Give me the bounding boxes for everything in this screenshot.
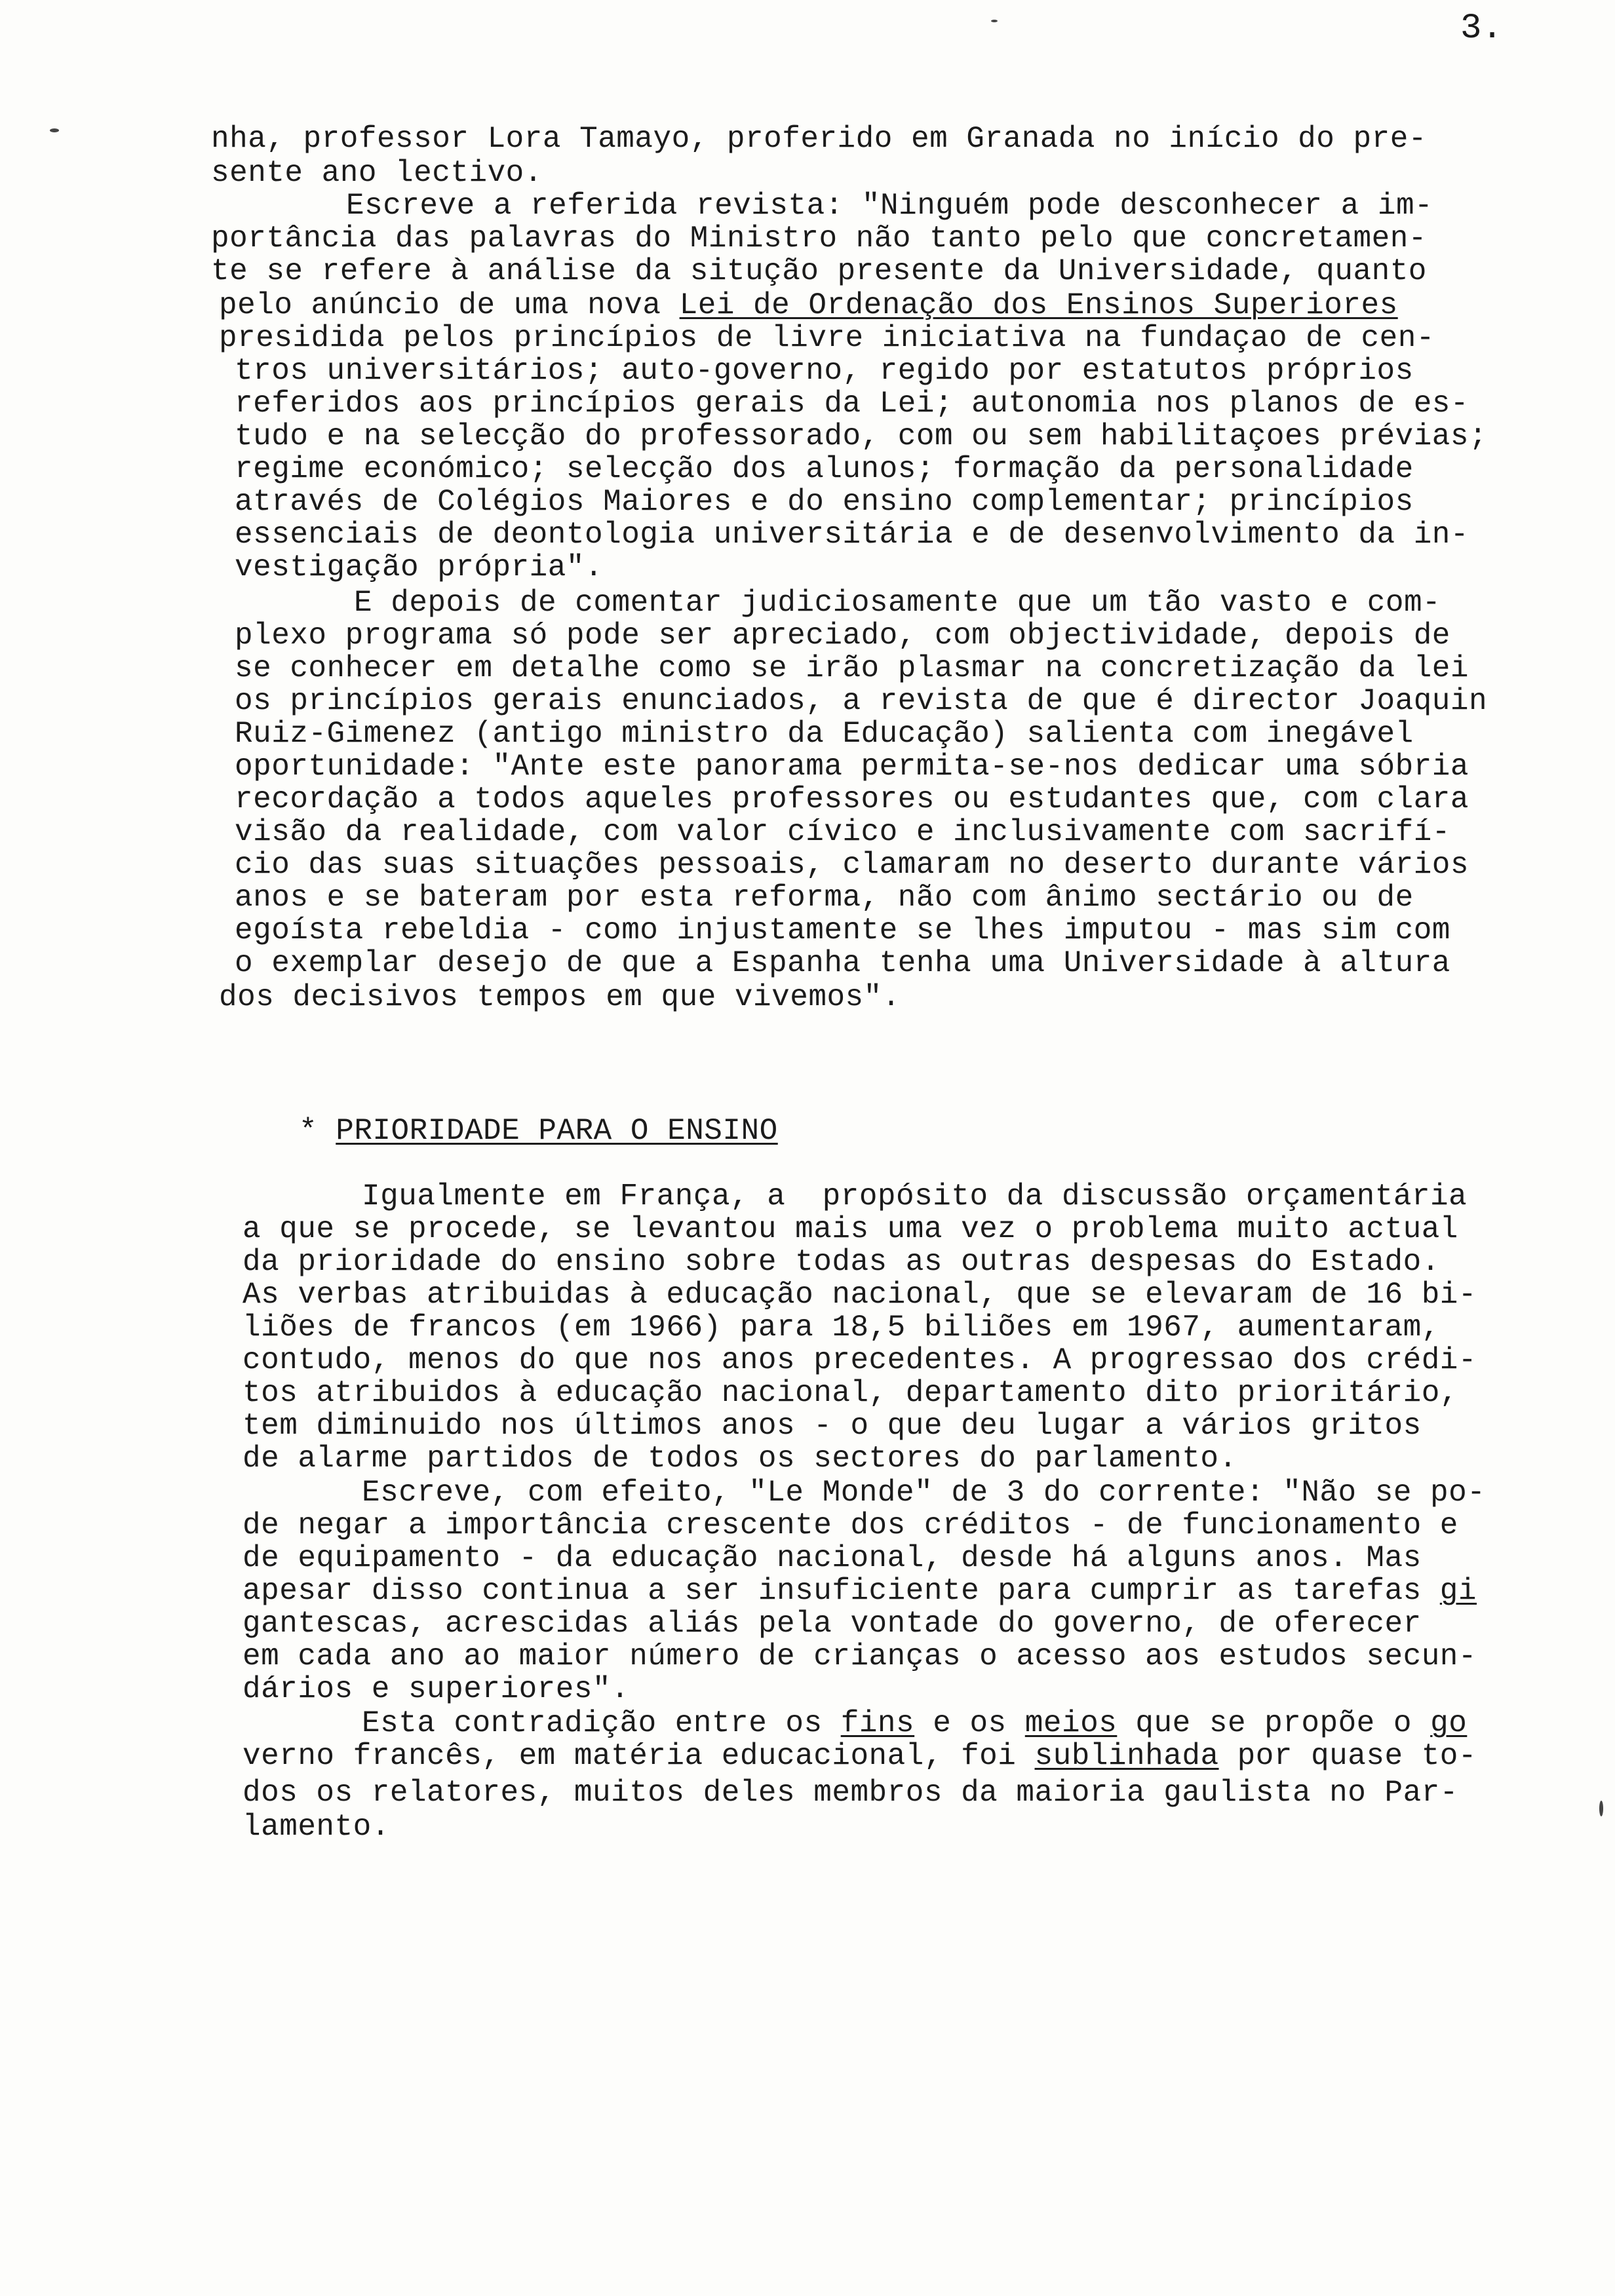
line-text: e os — [914, 1706, 1025, 1740]
paragraph-2-line: através de Colégios Maiores e do ensino complementar; princípios — [235, 485, 1414, 519]
paragraph-3-line: anos e se bateram por esta reforma, não com ânimo sectário ou de — [235, 881, 1414, 915]
line-text: verno francês, em matéria educacional, foi — [243, 1739, 1035, 1773]
paragraph-6-line — [243, 1739, 1477, 1773]
paragraph-3-line: os princípios gerais enunciados, a revista de que é director Joaquin — [235, 684, 1488, 718]
paragraph-4-line: de alarme partidos de todos os sectores do parlamento. — [243, 1442, 1237, 1476]
paragraph-2-line — [219, 288, 1398, 322]
paragraph-4-line: tos atribuidos à educação nacional, departamento dito prioritário, — [243, 1376, 1458, 1410]
paragraph-1-line: sente ano lectivo. — [211, 156, 543, 190]
underlined-word: go — [1430, 1706, 1468, 1740]
paragraph-1-line: nha, professor Lora Tamayo, proferido em Granada no início do pre- — [211, 122, 1427, 156]
paragraph-2-line: presidida pelos princípios de livre iniciativa na fundaçao de cen- — [219, 321, 1435, 355]
scan-speck — [991, 20, 998, 22]
paragraph-2-line: portância das palavras do Ministro não tanto pelo que concretamen- — [211, 221, 1427, 256]
paragraph-4-line: contudo, menos do que nos anos precedentes. A progressao dos crédi- — [243, 1343, 1477, 1377]
scan-speck — [50, 128, 59, 132]
paragraph-3-line: recordação a todos aqueles professores ou estudantes que, com clara — [235, 782, 1469, 816]
paragraph-2-line: essenciais de deontologia universitária e de desenvolvimento da in- — [235, 518, 1469, 552]
paragraph-3-line: egoísta rebeldia - como injustamente se lhes imputou - mas sim com — [235, 913, 1450, 947]
heading-bullet: * — [299, 1114, 318, 1148]
section-title: PRIORIDADE PARA O ENSINO — [336, 1114, 778, 1148]
paragraph-4-line: a que se procede, se levantou mais uma vez o problema muito actual — [243, 1212, 1458, 1246]
underlined-word: fins — [840, 1706, 915, 1740]
paragraph-5-line — [243, 1574, 1477, 1608]
paragraph-6-line: lamento. — [243, 1810, 390, 1844]
paragraph-2-line: vestigação própria". — [235, 550, 604, 584]
paragraph-4-line: As verbas atribuidas à educação nacional, que se elevaram de 16 bi- — [243, 1278, 1477, 1312]
paragraph-5-line: de equipamento - da educação nacional, desde há alguns anos. Mas — [243, 1541, 1422, 1575]
underlined-law-title: Lei de Ordenação dos Ensinos Superiores — [679, 288, 1398, 322]
scan-speck — [1599, 1801, 1603, 1816]
line-text: por quase to- — [1218, 1739, 1477, 1773]
underlined-word: meios — [1024, 1706, 1118, 1740]
line-text: que se propõe o — [1117, 1706, 1431, 1740]
paragraph-3-line: E depois de comentar judiciosamente que um tão vasto e com- — [354, 586, 1441, 620]
paragraph-6-line: dos os relatores, muitos deles membros da maioria gaulista no Par- — [243, 1776, 1458, 1810]
paragraph-5-line: Escreve, com efeito, "Le Monde" de 3 do corrente: "Não se po- — [362, 1476, 1486, 1510]
paragraph-3-line: plexo programa só pode ser apreciado, com objectividade, depois de — [235, 619, 1450, 653]
paragraph-3-line: se conhecer em detalhe como se irão plasmar na concretização da lei — [235, 651, 1469, 685]
paragraph-6-line — [362, 1706, 1467, 1740]
paragraph-5-line: de negar a importância crescente dos créditos - de funcionamento e — [243, 1508, 1458, 1542]
paragraph-3-line: visão da realidade, com valor cívico e inclusivamente com sacrifí- — [235, 815, 1450, 849]
paragraph-2-line: regime económico; selecção dos alunos; formação da personalidade — [235, 452, 1414, 486]
paragraph-4-line: tem diminuido nos últimos anos - o que deu lugar a vários gritos — [243, 1409, 1422, 1443]
underlined-word: sublinhada — [1034, 1739, 1219, 1773]
paragraph-4-line: Igualmente em França, a propósito da discussão orçamentária — [362, 1179, 1468, 1214]
paragraph-2-line: tros universitários; auto-governo, regido por estatutos próprios — [235, 354, 1414, 388]
paragraph-3-line: Ruiz-Gimenez (antigo ministro da Educação) salienta com inegável — [235, 717, 1414, 751]
paragraph-4-line: da prioridade do ensino sobre todas as outras despesas do Estado. — [243, 1245, 1440, 1279]
paragraph-2-line: referidos aos princípios gerais da Lei; autonomia nos planos de es- — [235, 387, 1469, 421]
underlined-word: gi — [1439, 1574, 1477, 1608]
paragraph-2-line: tudo e na selecção do professorado, com ou sem habilitaçoes prévias; — [235, 419, 1488, 453]
line-text: pelo anúncio de uma nova — [219, 288, 680, 322]
paragraph-3-line: dos decisivos tempos em que vivemos". — [219, 980, 901, 1014]
paragraph-2-line: te se refere à análise da situção presente da Universidade, quanto — [211, 254, 1427, 288]
paragraph-3-line: oportunidade: "Ante este panorama permita-se-nos dedicar uma sóbria — [235, 750, 1469, 784]
paragraph-3-line: o exemplar desejo de que a Espanha tenha uma Universidade à altura — [235, 946, 1450, 980]
page-number: 3. — [1460, 9, 1503, 48]
paragraph-5-line: em cada ano ao maior número de crianças o acesso aos estudos secun- — [243, 1639, 1477, 1674]
paragraph-5-line: gantescas, acrescidas aliás pela vontade do governo, de oferecer — [243, 1607, 1422, 1641]
line-text: Esta contradição entre os — [362, 1706, 841, 1740]
paragraph-2-line: Escreve a referida revista: "Ninguém pode desconhecer a im- — [346, 189, 1433, 223]
paragraph-5-line: dários e superiores". — [243, 1672, 630, 1706]
line-text: apesar disso continua a ser insuficiente para cumprir as tarefas — [243, 1574, 1440, 1608]
paragraph-3-line: cio das suas situações pessoais, clamaram no deserto durante vários — [235, 848, 1469, 882]
section-heading — [299, 1114, 778, 1148]
paragraph-4-line: liões de francos (em 1966) para 18,5 biliões em 1967, aumentaram, — [243, 1311, 1440, 1345]
